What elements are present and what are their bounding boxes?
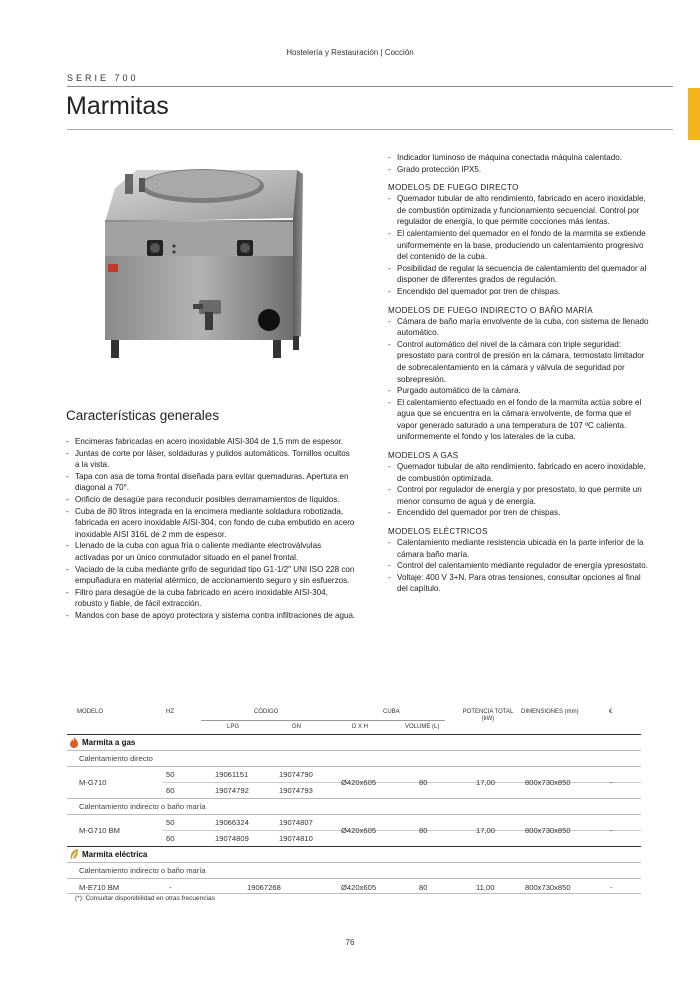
gn-code: 19074790 [279,770,313,779]
model: M-G710 BM [79,826,120,835]
list-item: - Control automático del nivel de la cámara con triple seguridad: presostato para control de presión en la cámara, termostato limitador de sobrecalentamiento en la cámara y válvula de seguridad por sobrepresión. [388,339,650,385]
lpg-code: 19074792 [215,786,249,795]
list-item: - El calentamiento efectuado en el fondo de la marmita actúa sobre el agua que se encuentra en la cámara envolvente, de forma que el vapor generado saturado a una temperatura de 107 ºC calienta. uniformemente el fondo y los laterales de la cuba. [388,397,650,443]
leaf-icon [69,849,79,860]
col-dxh: D X H [352,724,369,730]
general-features-list [66,436,356,622]
dxh: Ø420x605 [341,826,377,835]
dimensions: 800x730x850 [525,826,571,835]
lpg-code: 19061151 [215,770,249,779]
subsection-list [388,316,650,444]
list-item: - Encendido del quemador por tren de chispas. [388,286,650,298]
table-subheader-row [67,720,641,734]
hz: - [169,883,172,892]
subsection-heading: MODELOS DE FUEGO INDIRECTO O BAÑO MARÍA [388,305,593,315]
power: 17,00 [476,778,496,787]
top-rule [67,86,673,87]
table-header-row [67,706,641,720]
list-item: - Control por regulador de energía y por presostato, lo que permite un menor consumo de agua y de energía. [388,484,650,507]
dimensions: 800x730x850 [525,883,571,892]
sub-indirect [67,798,641,814]
code: 19067268 [247,883,281,892]
lpg-code: 19066324 [215,818,249,827]
list-item: - Encimeras fabricadas en acero inoxidable AISI-304 de 1,5 mm de espesor. [66,436,356,448]
col-hz: HZ [166,709,174,715]
col-lpg: LPG [227,724,240,730]
models-table [67,706,641,894]
table-row [67,878,641,894]
page-number: 76 [345,938,355,947]
model: M-G710 [79,778,107,787]
gn-code: 19074793 [279,786,313,795]
list-item: - Filtro para desagüe de la cuba fabricado en acero inoxidable AISI-304, robusto y fiable, de fácil extracción. [66,587,356,610]
list-item: - Grado protección IPX5. [388,164,650,176]
title-rule [67,129,673,130]
list-item: - Tapa con asa de toma frontal diseñada para evitar quemaduras. Apertura en diagonal a 70°. [66,471,356,494]
page-header: Hostelería y Restauración | Cocción [286,48,414,57]
intro-list [388,152,650,175]
price: - [610,826,613,835]
hz: 60 [166,786,175,795]
section-title: Características generales [66,408,220,423]
series-label: SERIE 700 [67,73,139,83]
list-item: - Juntas de corte por láser, soldaduras y pulidos automáticos. Tornillos ocultos a la vista. [66,448,356,471]
accent-tab [688,88,700,140]
list-item: - Cámara de baño maría envolvente de la cuba, con sistema de llenado automático. [388,316,650,339]
power: 11,00 [476,883,495,892]
col-euro: € [609,709,613,715]
right-column [388,152,650,595]
sub-indirect-electric-label: Calentamiento indirecto o baño maría [79,866,206,875]
lpg-code: 19074809 [215,834,249,843]
col-dimensiones: DIMENSIONES (mm) [521,709,579,715]
table-row [67,766,641,798]
subsection-list [388,461,650,519]
gn-code: 19074810 [279,834,313,843]
volume: 80 [419,883,428,892]
list-item: - Quemador tubular de alto rendimiento, fabricado en acero inoxidable, de combustión optimizada y funcionamiento secuencial. Control por regulador de energía, lo que permite cocciones más lentas. [388,193,650,228]
kettle-product-image [97,160,307,365]
col-gn: GN [292,724,301,730]
dimensions: 800x730x850 [525,778,571,787]
sub-indirect-electric [67,862,641,878]
hz: 50 [166,818,175,827]
list-item: - Vaciado de la cuba mediante grifo de seguridad tipo G1-1/2" UNI ISO 228 con empuñadura en material atérmico, de accionamiento seguro y sin esfuerzos. [66,564,356,587]
col-modelo: MODELO [77,709,104,715]
group-gas [67,734,641,750]
footnote: (*): Consultar disponibilidad en otras frecuencias [75,895,215,902]
flame-icon [69,737,79,748]
subsection-list [388,193,650,297]
dxh: Ø420x605 [341,883,377,892]
hz: 50 [166,770,175,779]
list-item: - Voltaje: 400 V 3+N. Para otras tensiones, consultar opciones al final del capítulo. [388,572,650,595]
list-item: - Cuba de 80 litros integrada en la encimera mediante soldadura robotizada, fabricada en acero inoxidable AISI-304, con fondo de cuba embutido en acero inoxidable AISI 316L de 2 mm de espesor. [66,506,356,541]
col-cuba: CUBA [383,709,400,715]
list-item: - Llenado de la cuba con agua fría o caliente mediante electroválvulas activadas por un único conmutador situado en el panel frontal. [66,540,356,563]
list-item: - Calentamiento mediante resistencia ubicada en la parte inferior de la cámara baño maría. [388,537,650,560]
sub-direct-label: Calentamiento directo [79,754,153,763]
volume: 80 [419,826,428,835]
group-electric [67,846,641,862]
gn-code: 19074807 [279,818,313,827]
subsection-heading: MODELOS ELÉCTRICOS [388,527,488,537]
col-potencia: POTENCIA TOTAL (kW) [462,709,514,722]
sub-indirect-label: Calentamiento indirecto o baño maría [79,802,206,811]
col-volume: VOLUME (L) [405,724,440,730]
sub-direct [67,750,641,766]
col-codigo: CÓDIGO [254,709,279,715]
list-item: - Orificio de desagüe para reconducir posibles derramamientos de líquidos. [66,494,356,506]
dxh: Ø420x605 [341,778,377,787]
model: M-E710 BM [79,883,120,892]
price: - [610,778,613,787]
list-item: - Mandos con base de apoyo protectora y sistema contra infiltraciones de agua. [66,610,356,622]
list-item: - Indicador luminoso de máquina conectada máquina calentado. [388,152,650,164]
subsection-heading: MODELOS A GAS [388,451,459,461]
list-item: - El calentamiento del quemador en el fondo de la marmita se extiende uniformemente en la base, produciendo un calentamiento progresivo del contenido de la cuba. [388,228,650,263]
subsection-heading: MODELOS DE FUEGO DIRECTO [388,183,519,193]
group-electric-label: Marmita eléctrica [82,850,148,859]
volume: 80 [419,778,428,787]
page-title: Marmitas [66,92,169,120]
list-item: - Encendido del quemador por tren de chispas. [388,507,650,519]
list-item: - Posibilidad de regular la secuencia de calentamiento del quemador al disponer de diferentes grados de regulación. [388,263,650,286]
table-row [67,814,641,846]
group-gas-label: Marmita a gas [82,738,136,747]
list-item: - Purgado automático de la cámara. [388,385,650,397]
price: - [610,883,613,892]
list-item: - Control del calentamiento mediante regulador de energía ypresostato. [388,560,650,572]
subsection-list [388,537,650,595]
power: 17,00 [476,826,496,835]
hz: 60 [166,834,175,843]
list-item: - Quemador tubular de alto rendimiento, fabricado en acero inoxidable, de combustión optimizada. [388,461,650,484]
